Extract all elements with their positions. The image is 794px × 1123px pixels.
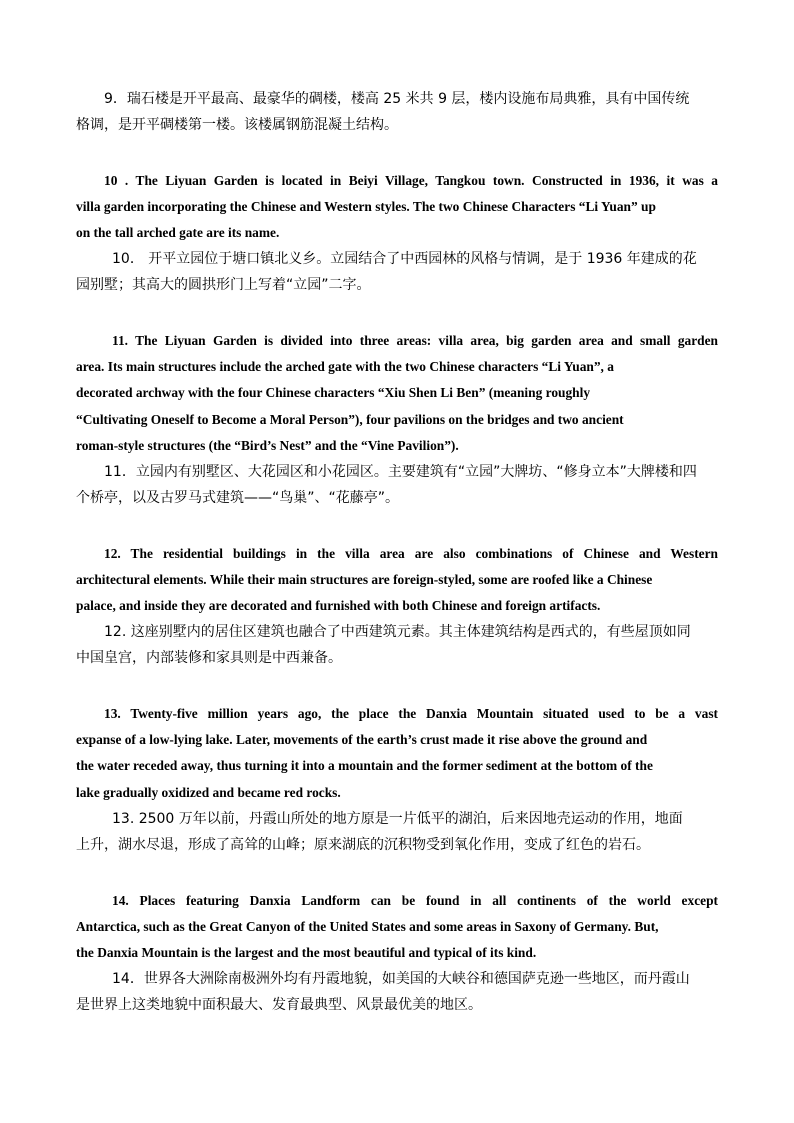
p10-zh-line1: 10． 开平立园位于塘口镇北义乡。立园结合了中西园林的风格与情调，是于 1936 年建成的花 [112, 251, 697, 267]
p10-en-line1: 10 . The Liyuan Garden is located in Beiyi Village, Tangkou town. Constructed in 1936, it was a [104, 173, 718, 188]
p12-en-line3: palace, and inside they are decorated and furnished with both Chinese and foreign artifacts. [76, 598, 601, 613]
p14-zh-line2: 是世界上这类地貌中面积最大、发育最典型、风景最优美的地区。 [76, 997, 482, 1013]
p11-en-line2: area. Its main structures include the arched gate with the two Chinese characters “Li Yuan”, a [76, 359, 614, 374]
p11-zh-line1: 11．立园内有别墅区、大花园区和小花园区。主要建筑有“立园”大牌坊、“修身立本”大牌楼和四 [104, 464, 697, 480]
p11-en-line4: “Cultivating Oneself to Become a Moral Person”), four pavilions on the bridges and two ancient [76, 412, 624, 427]
p9-zh-line1: 9．瑞石楼是开平最高、最豪华的碉楼，楼高 25 米共 9 层，楼内设施布局典雅，具有中国传统 [104, 91, 690, 107]
p13-en-line1: 13. Twenty-five million years ago, the place the Danxia Mountain situated used to be a vast [104, 706, 718, 721]
p9-zh-line2: 格调，是开平碉楼第一楼。该楼属钢筋混凝土结构。 [76, 117, 398, 133]
p13-en-line3: the water receded away, thus turning it into a mountain and the former sediment at the bottom of the [76, 758, 653, 773]
p11-en-line1: 11. The Liyuan Garden is divided into three areas: villa area, big garden area and small garden [112, 333, 718, 348]
p10-en-line3: on the tall arched gate are its name. [76, 225, 280, 240]
p14-en-line3: the Danxia Mountain is the largest and the most beautiful and typical of its kind. [76, 945, 537, 960]
p13-en-line4: lake gradually oxidized and became red rocks. [76, 785, 341, 800]
p10-zh-line2: 园别墅；其高大的圆拱形门上写着“立园”二字。 [76, 277, 371, 293]
p12-en-line2: architectural elements. While their main structures are foreign-styled, some are roofed like a Chinese [76, 572, 653, 587]
p10-en-line2: villa garden incorporating the Chinese and Western styles. The two Chinese Characters “Li Yuan” up [76, 199, 656, 214]
p12-zh-line2: 中国皇宫，内部装修和家具则是中西兼备。 [76, 650, 342, 666]
p13-en-line2: expanse of a low-lying lake. Later, movements of the earth’s crust made it rise above the ground and [76, 732, 648, 747]
p12-en-line1: 12. The residential buildings in the villa area are also combinations of Chinese and Western [104, 546, 718, 561]
p11-en-line5: roman-style structures (the “Bird’s Nest” and the “Vine Pavilion”). [76, 438, 459, 453]
p13-zh-line2: 上升，湖水尽退，形成了高耸的山峰；原来湖底的沉积物受到氧化作用，变成了红色的岩石。 [76, 837, 650, 853]
p12-zh-line1: 12. 这座别墅内的居住区建筑也融合了中西建筑元素。其主体建筑结构是西式的，有些屋顶如同 [104, 624, 691, 640]
p14-zh-line1: 14．世界各大洲除南极洲外均有丹霞地貌，如美国的大峡谷和德国萨克逊一些地区，而丹霞山 [112, 971, 690, 987]
p14-en-line2: Antarctica, such as the Great Canyon of the United States and some areas in Saxony of Germany. But, [76, 919, 659, 934]
p11-en-line3: decorated archway with the four Chinese characters “Xiu Shen Li Ben” (meaning roughly [76, 385, 591, 400]
p11-zh-line2: 个桥亭，以及古罗马式建筑——“鸟巢”、“花藤亭”。 [76, 490, 400, 506]
p13-zh-line1: 13. 2500 万年以前，丹霞山所处的地方原是一片低平的湖泊，后来因地壳运动的作用，地面 [112, 811, 683, 827]
p14-en-line1: 14. Places featuring Danxia Landform can be found in all continents of the world except [112, 893, 718, 908]
